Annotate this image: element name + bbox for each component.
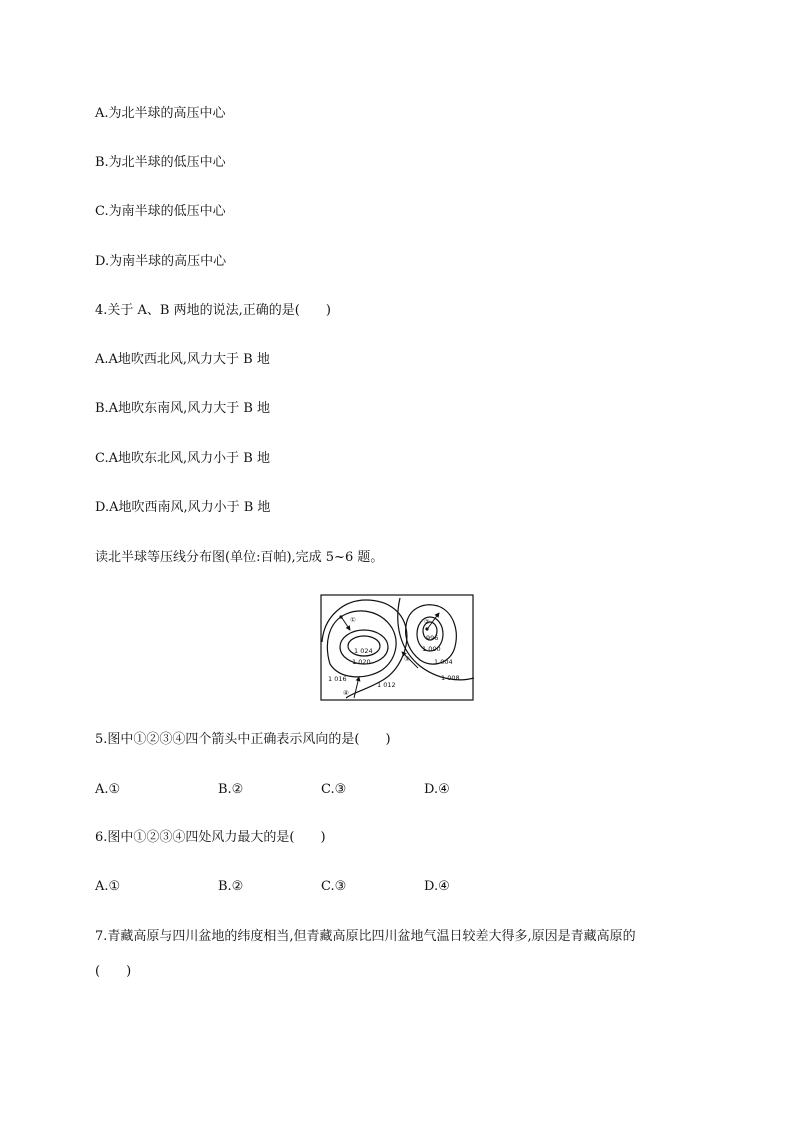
q6-option-d: D.④ [424, 879, 450, 894]
isobar-1016 [327, 611, 396, 677]
label-1008: 1 008 [441, 674, 460, 682]
q4-stem: 4.关于 A、B 两地的说法,正确的是( ) [95, 303, 331, 318]
q6-option-a: A.① [95, 879, 121, 894]
q5-stem: 5.图中①②③④四个箭头中正确表示风向的是( ) [95, 732, 391, 747]
marker-3: ③ [404, 655, 410, 663]
arrow-1 [342, 618, 350, 630]
q5-option-d: D.④ [424, 782, 450, 797]
label-1000: 1 000 [422, 645, 441, 653]
figure-intro: 读北半球等压线分布图(单位:百帕),完成 5~6 题。 [95, 550, 384, 565]
q4-option-c: C.A地吹东北风,风力小于 B 地 [95, 451, 270, 466]
label-1020: 1 020 [352, 658, 371, 666]
label-1016: 1 016 [328, 675, 347, 683]
q5-option-b: B.② [218, 782, 244, 797]
marker-2: ② [424, 618, 430, 626]
q3-option-c: C.为南半球的低压中心 [95, 204, 226, 219]
q5-option-a: A.① [95, 782, 121, 797]
q7-stem: 7.青藏高原与四川盆地的纬度相当,但青藏高原比四川盆地气温日较差大得多,原因是青藏高原的 [95, 929, 636, 944]
q3-option-d: D.为南半球的高压中心 [95, 254, 227, 269]
q4-option-b: B.A地吹东南风,风力大于 B 地 [95, 401, 271, 416]
label-1004: 1 004 [434, 658, 453, 666]
q6-option-c: C.③ [321, 879, 347, 894]
label-1012: 1 012 [377, 681, 396, 689]
q7-answer-paren: ( ) [95, 964, 132, 979]
q3-option-a: A.为北半球的高压中心 [95, 106, 226, 121]
label-996: 996 [426, 634, 439, 642]
arrow-4 [354, 677, 359, 698]
q5-option-c: C.③ [321, 782, 347, 797]
q4-option-d: D.A地吹西南风,风力小于 B 地 [95, 500, 271, 515]
marker-4: ④ [343, 689, 349, 697]
label-1024: 1 024 [354, 647, 373, 655]
isobar-map [320, 594, 474, 701]
q6-stem: 6.图中①②③④四处风力最大的是( ) [95, 830, 326, 845]
q6-option-b: B.② [218, 879, 244, 894]
q4-option-a: A.A地吹西北风,风力大于 B 地 [95, 352, 270, 367]
isobar-figure [320, 594, 474, 701]
marker-1: ① [350, 616, 356, 624]
q3-option-b: B.为北半球的低压中心 [95, 155, 226, 170]
